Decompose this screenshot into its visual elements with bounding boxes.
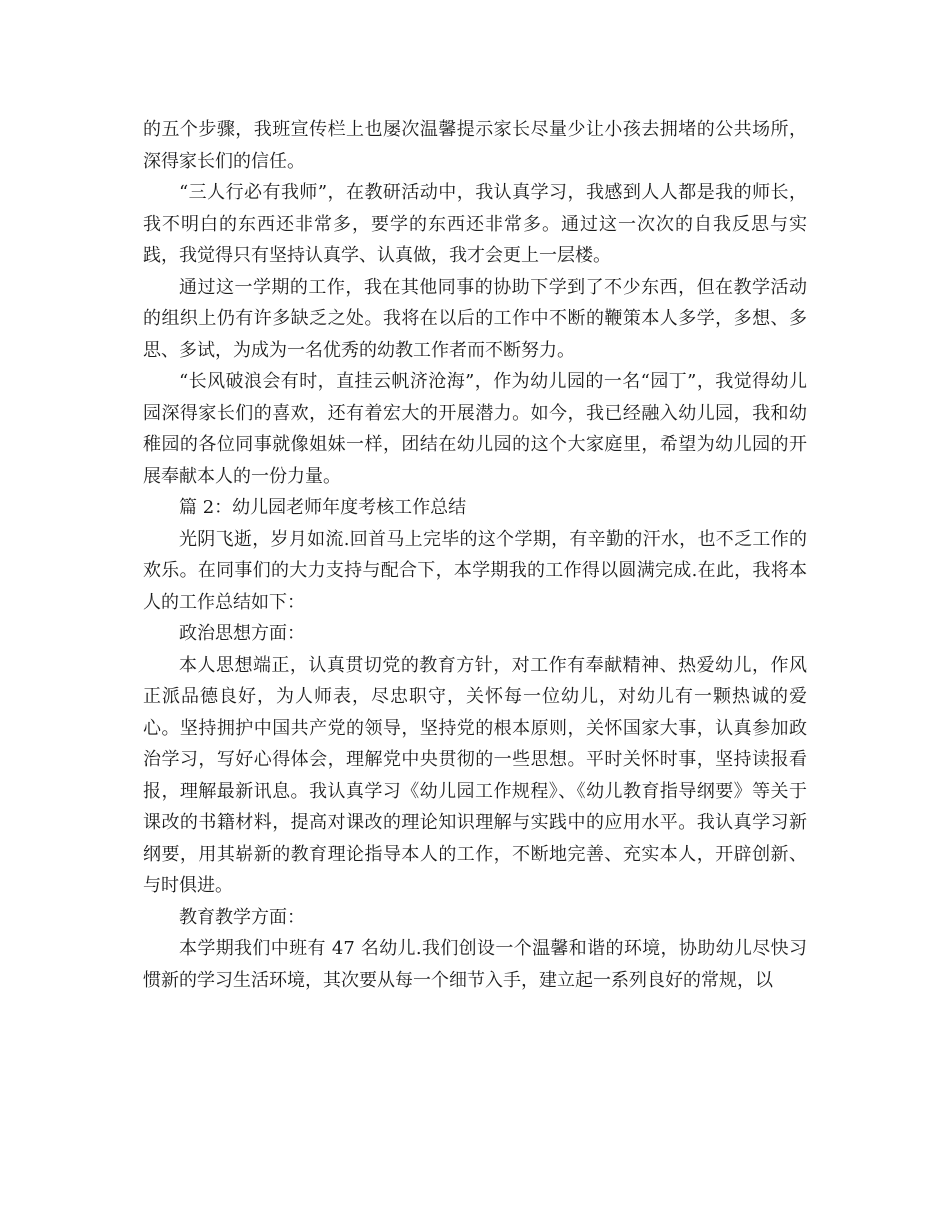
- subheading-education-teaching: 教育教学方面：: [179, 906, 305, 928]
- paragraph-learning-quote: “三人行必有我师”，在教研活动中，我认真学习，我感到人人都是我的师长，我不明白的东西还非常多，要学的东西还非常多。通过这一次次的自我反思与实践，我觉得只有坚持认真学、认真做，我才会更上一层楼。: [143, 182, 807, 266]
- paragraph-intro: 光阴飞逝，岁月如流.回首马上完毕的这个学期，有辛勤的汗水，也不乏工作的欢乐。在同事们的大力支持与配合下，本学期我的工作得以圆满完成.在此，我将本人的工作总结如下：: [143, 528, 807, 613]
- paragraph-continuation: 的五个步骤，我班宣传栏上也屡次温馨提示家长尽量少让小孩去拥堵的公共场所，深得家长们的信任。: [143, 119, 807, 172]
- paragraph-gardener: “长风破浪会有时，直挂云帆济沧海”，作为幼儿园的一名“园丁”，我觉得幼儿园深得家长们的喜欢，还有着宏大的开展潜力。如今，我已经融入幼儿园，我和幼稚园的各位同事就像姐妹一样，团结在幼儿园的这个大家庭里，希望为幼儿园的开展奉献本人的一份力量。: [143, 371, 807, 487]
- document-body: [143, 114, 807, 996]
- subheading-political-thought: 政治思想方面：: [179, 623, 305, 644]
- section-title-part-2: 篇 2：幼儿园老师年度考核工作总结: [179, 497, 467, 518]
- paragraph-semester-reflection: 通过这一学期的工作，我在其他同事的协助下学到了不少东西，但在教学活动的组织上仍有许多缺乏之处。我将在以后的工作中不断的鞭策本人多学，多想、多思、多试，为成为一名优秀的幼教工作者而不断努力。: [143, 276, 807, 361]
- paragraph-political-thought: 本人思想端正，认真贯切党的教育方针，对工作有奉献精神、热爱幼儿，作风正派品德良好，为人师表，尽忠职守，关怀每一位幼儿，对幼儿有一颗热诚的爱心。坚持拥护中国共产党的领导，坚持党的根本原则，关怀国家大事，认真参加政治学习，写好心得体会，理解党中央贯彻的一些思想。平时关怀时事，坚持读报看报，理解最新讯息。我认真学习《幼儿园工作规程》、《幼儿教育指导纲要》等关于课改的书籍材料，提高对课改的理论知识理解与实践中的应用水平。我认真学习新纲要，用其崭新的教育理论指导本人的工作，不断地完善、充实本人，开辟创新、与时俱进。: [143, 654, 807, 896]
- paragraph-education-teaching: 本学期我们中班有 47 名幼儿.我们创设一个温馨和谐的环境，协助幼儿尽快习惯新的学习生活环境，其次要从每一个细节入手，建立起一系列良好的常规，以: [143, 938, 807, 991]
